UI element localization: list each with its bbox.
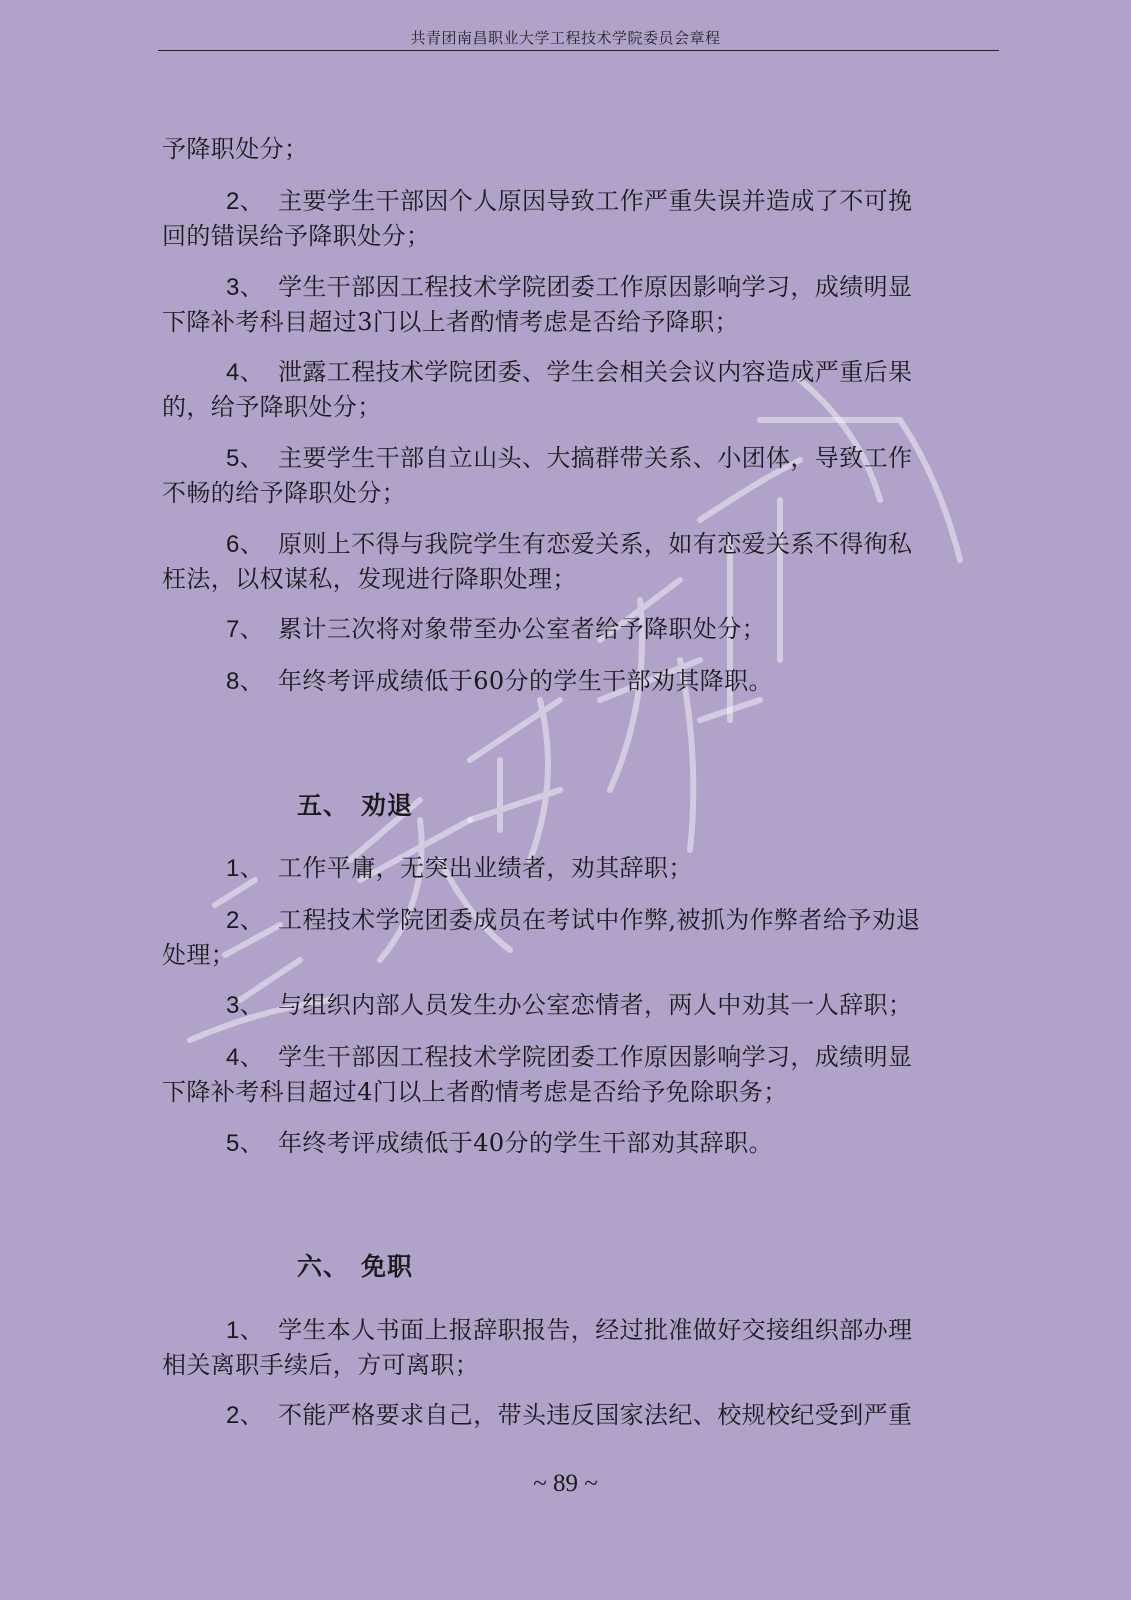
list-item: 5、 主要学生干部自立山头、大搞群带关系、小团体，导致工作 不畅的给予降职处分；: [162, 444, 913, 507]
list-item: 4、 泄露工程技术学院团委、学生会相关会议内容造成严重后果 的，给予降职处分；: [162, 358, 913, 421]
list-item: 2、 不能严格要求自己，带头违反国家法纪、校规校纪受到严重: [226, 1401, 913, 1429]
page-number: ~ 89 ~: [533, 1470, 598, 1497]
list-item: 3、 学生干部因工程技术学院团委工作原因影响学习，成绩明显 下降补考科目超过3门以上者酌情考虑是否给予降职；: [162, 273, 913, 336]
list-item: 6、 原则上不得与我院学生有恋爱关系，如有恋爱关系不得徇私 枉法，以权谋私，发现进行降职处理；: [162, 530, 913, 593]
list-item: 5、 年终考评成绩低于40分的学生干部劝其辞职。: [226, 1129, 773, 1157]
section-heading-5: 五、 劝退: [297, 791, 414, 820]
continuation-paragraph: 予降职处分；: [162, 135, 309, 163]
list-item: 1、 学生本人书面上报辞职报告，经过批准做好交接组织部办理 相关离职手续后，方可离职；: [162, 1316, 913, 1379]
list-item: 1、 工作平庸，无突出业绩者，劝其辞职；: [226, 854, 693, 882]
list-item: 2、 工程技术学院团委成员在考试中作弊,被抓为作弊者给予劝退 处理；: [162, 906, 921, 969]
list-item: 2、 主要学生干部因个人原因导致工作严重失误并造成了不可挽 回的错误给予降职处分；: [162, 187, 913, 250]
list-item: 4、 学生干部因工程技术学院团委工作原因影响学习，成绩明显 下降补考科目超过4门以上者酌情考虑是否给予免除职务；: [162, 1043, 913, 1106]
list-item: 8、 年终考评成绩低于60分的学生干部劝其降职。: [226, 667, 773, 695]
header-rule: [158, 50, 999, 51]
page-header-title: 共青团南昌职业大学工程技术学院委员会章程: [410, 29, 721, 47]
list-item: 3、 与组织内部人员发生办公室恋情者，两人中劝其一人辞职；: [226, 991, 913, 1019]
section-heading-6: 六、 免职: [297, 1252, 414, 1281]
list-item: 7、 累计三次将对象带至办公室者给予降职处分；: [226, 615, 766, 643]
